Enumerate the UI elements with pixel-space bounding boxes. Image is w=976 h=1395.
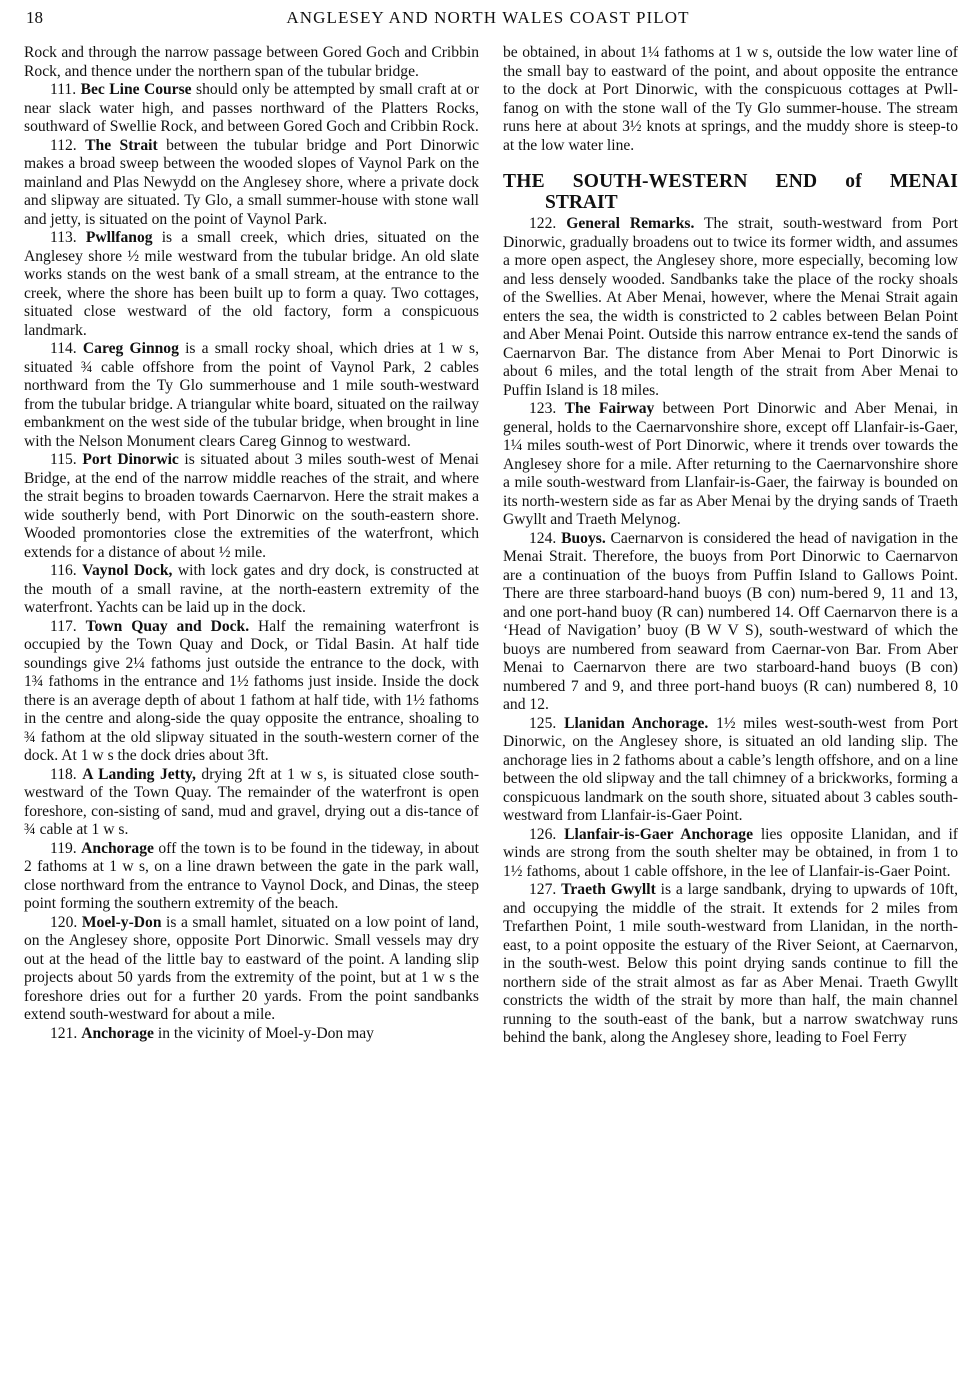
paragraph-number: 119. — [50, 839, 77, 857]
paragraph — [503, 530, 958, 715]
paragraph-heading: Moel-y-Don — [81, 913, 162, 931]
paragraph-text: Rock and through the narrow passage between Gored Goch and Cribbin Rock, and thence under the northern span of the tubular bridge. — [24, 44, 479, 80]
paragraph — [24, 914, 479, 1025]
running-title: ANGLESEY AND NORTH WALES COAST PILOT — [286, 8, 690, 27]
paragraph-text: is a small creek, which dries, situated on the Anglesey shore ½ mile westward from the tubular bridge. An old slate works stands on the west bank of a small stream, at the entrance to the creek, where the shore has been built up to form a quay. Two cottages, situated close westward of the old factory, form a conspicuous landmark. — [24, 229, 479, 339]
paragraph-number: 126. — [529, 825, 557, 843]
paragraph — [503, 215, 958, 400]
paragraph-number: 121. — [50, 1024, 78, 1042]
paragraph-number: 124. — [529, 529, 557, 547]
paragraph — [503, 44, 958, 155]
right-column — [503, 44, 958, 1048]
paragraph-heading: Careg Ginnog — [82, 340, 179, 357]
paragraph-text: Half the remaining waterfront is occupied by the Town Quay and Dock, or Tidal Basin. At half tide soundings give 2¼ fathoms just outside the entrance to the dock, with 1¾ fathoms in the entrance and 1½ fathoms just inside. Inside the dock there is an average depth of about 1 fathom at half tide, with 1½ fathoms in the centre and along-side the quay opposite the entrance, shoaling to ¾ fathom at the old slipway situated in the south-western corner of the dock. At 1 w s the dock dries about 3ft. — [24, 617, 479, 764]
paragraph — [24, 340, 479, 451]
paragraph-text: The strait, south-westward from Port Dinorwic, gradually broadens out to twice its former width, and assumes a more open aspect, the Anglesey shore, more especially, becoming low and less densely wooded. Sandbanks take the place of the rocky shoals of the Swellies. At Aber Menai, however, where the Menai Strait again enters the sea, the width is constricted to 2 cables between Belan Point and Aber Menai Point. Outside this narrow entrance ex-tend the sands of Caernarvon Bar. The distance from Aber Menai to Port Dinorwic is about 6 miles, and the total length of the strait from Aber Menai to Puffin Island is 18 miles. — [503, 215, 959, 399]
paragraph-number: 120. — [50, 913, 78, 931]
paragraph-heading: Bec Line Course — [80, 81, 192, 98]
paragraph-heading: Llanfair-is-Gaer Anchorage — [564, 825, 753, 843]
paragraph — [24, 766, 479, 840]
paragraph-text: in the vicinity of Moel-y-Don may — [157, 1024, 374, 1042]
section-heading: THE SOUTH-WESTERN END of MENAI — [503, 171, 958, 192]
paragraph-number: 116. — [50, 562, 77, 579]
paragraph — [24, 229, 479, 340]
section-heading-continuation: STRAIT — [545, 192, 618, 213]
paragraph-text: Caernarvon is considered the head of navigation in the Menai Strait. Therefore, the buoys from Port Dinorwic to Caernarvon are a continuation of the buoys from Puffin Island to Gallows Point. There are three starboard-hand buoys (B con) num-bered 9, 11 and 13, and one port-hand buoy (R can) numbered 14. Off Caernarvon there is a ‘Head of Navigation’ buoy (B W V S), south-westward of which the buoys are numbered from seaward from Caernar-von Bar. From Aber Menai to Caernarvon there are two starboard-hand buoys (B con) numbered 7 and 9, and three port-hand buoys (R can) numbered 8, 10 and 12. — [503, 529, 958, 713]
paragraph-number: 114. — [50, 340, 77, 357]
paragraph — [24, 1025, 479, 1044]
paragraph-text: drying 2ft at 1 w s, is situated close south-westward of the Town Quay. The remainder of the waterfront is open foreshore, con-sisting of sand, mud and gravel, drying out a dis-tance of ¾ cable at 1 w s. — [24, 765, 480, 838]
paragraph — [503, 881, 958, 1048]
paragraph — [24, 840, 479, 914]
paragraph — [503, 715, 958, 826]
paragraph-number: 117. — [50, 617, 77, 635]
page-header — [0, 6, 976, 36]
paragraph-text: is a large sandbank, drying to upwards of 10ft, and occupying the middle of the strait. It extends for 2 miles from Trefarthen Point, 1 mile south-westward from Llanidan, in the north-east, to a point opposite the estuary of the River Seiont, at Caernarvon, in the south-west. Below this point drying sands continue to fill the northern side of the strait almost as far as Aber Menai. Traeth Gwyllt constricts the width of the strait by more than half, the main channel running to the south-east of the bank, but a narrow swatchway runs behind the bank, along the Anglesey shore, leading to Foel Ferry — [503, 881, 958, 1046]
left-column — [24, 44, 479, 1043]
paragraph-heading: Vaynol Dock, — [82, 562, 173, 579]
paragraph — [24, 44, 479, 81]
paragraph-heading: Anchorage — [81, 1024, 154, 1042]
paragraph-heading: Pwllfanog — [85, 229, 153, 246]
paragraph-text: is a small rocky shoal, which dries at 1 w s, situated ¾ cable offshore from the point of Vaynol Park, 2 cables northward from the Ty Glo summerhouse and 1 mile south-westward from the tubular bridge. A triangular white board, situated on the railway embankment on the west side of the tubular bridge, when brought in line with the Nelson Monument clears Careg Ginnog to westward. — [24, 340, 480, 450]
paragraph-number: 123. — [529, 400, 557, 417]
paragraph-heading: Traeth Gwyllt — [561, 881, 656, 898]
paragraph-heading: General Remarks. — [566, 215, 695, 232]
paragraph — [24, 137, 479, 230]
paragraph-heading: The Strait — [85, 136, 158, 154]
paragraph-heading: Port Dinorwic — [82, 451, 179, 468]
paragraph — [24, 81, 479, 137]
paragraph-number: 118. — [50, 765, 77, 783]
paragraph-text: 1½ miles west-south-west from Port Dinorwic, on the Anglesey shore, is situated an old landing slip. The anchorage lies in 2 fathoms about a cable’s length offshore, and on a line between the old slipway and the tall chimney of a brickworks, forming a conspicuous landmark on the south shore, situated about 3 cables south-westward from Llanfair-is-Gaer Point. — [503, 714, 959, 824]
page-number: 18 — [26, 8, 43, 27]
paragraph-heading: Town Quay and Dock. — [85, 617, 250, 635]
paragraph-text: off the town is to be found in the tideway, in about 2 fathoms at 1 w s, on a line drawn between the gate in the park wall, close northward from the entrance to Vaynol Dock, and Dinas, the steep point forming the southern extremity of the beach. — [24, 839, 480, 912]
paragraph-text: with lock gates and dry dock, is constructed at the mouth of a small ravine, at the north-eastern extremity of the waterfront. Yachts can be laid up in the dock. — [24, 562, 480, 616]
paragraph-text: be obtained, in about 1¼ fathoms at 1 w s, outside the low water line of the small bay to eastward of the point, and about opposite the entrance to the dock at Port Dinorwic, with the conspicuous cottages at Pwll-fanog on with the stone wall of the Ty Glo summer-house. The stream runs here at about 3½ knots at springs, and the muddy shore is steep-to at the low water line. — [503, 44, 958, 154]
paragraph-number: 111. — [50, 81, 77, 98]
paragraph-text: is situated about 3 miles south-west of Menai Bridge, at the end of the narrow middle reaches of the strait, and where the strait begins to broaden towards Caernarvon. Here the strait makes a wide southerly bend, with Port Dinorwic on the south-eastern shore. Wooded promontories close the extremities of the waterfront, which extends for a distance of about ½ mile. — [24, 451, 480, 561]
paragraph-heading: Anchorage — [81, 839, 154, 857]
paragraph — [24, 562, 479, 618]
paragraph-heading: Llanidan Anchorage. — [564, 714, 709, 732]
paragraph-number: 113. — [50, 229, 77, 246]
paragraph-text: lies opposite Llanidan, and if winds are strong from the south shelter may be obtained, in from 1 to 1½ fathoms, about 1 cable offshore, in the lee of Llanfair-is-Gaer Point. — [503, 825, 958, 880]
paragraph — [503, 826, 958, 882]
paragraph-text: should only be attempted by small craft at or near slack water high, and passes northward of the Platters Rocks, southward of Swellie Rock, and between Gored Goch and Cribbin Rock. — [24, 81, 480, 135]
paragraph-heading: The Fairway — [564, 400, 655, 417]
paragraph — [503, 400, 958, 530]
paragraph-text: between Port Dinorwic and Aber Menai, in general, holds to the Caernarvonshire shore, except off Llanfair-is-Gaer, 1¼ miles south-west of Port Dinorwic, where it trends over towards the Anglesey shore for a mile. After returning to the Caernarvonshire shore a mile south-westward from Llanfair-is-Gaer, the fairway is bounded on its north-western side as far as Aber Menai by the drying sands of Traeth Gwyllt and Traeth Melynog. — [503, 400, 958, 528]
paragraph-number: 122. — [529, 215, 557, 232]
paragraph-text: between the tubular bridge and Port Dinorwic makes a broad sweep between the wooded slopes of Vaynol Park on the mainland and Plas Newydd on the Anglesey shore, where a private dock and slipway are situated. Ty Glo, a small summer-house with stone wall and jetty, is situated on the point of Vaynol Park. — [24, 136, 479, 228]
paragraph — [24, 618, 479, 766]
paragraph-text: is a small hamlet, situated on a low point of land, on the Anglesey shore, opposite Port Dinorwic. Small vessels may dry out at the head of the little bay to eastward of the point. A landing slip projects about 50 yards from the extremity of the point, but at 1 w s the foreshore dries out for a further 20 yards. From the point sandbanks extend south-westward for about a mile. — [24, 913, 479, 1023]
paragraph-number: 125. — [529, 714, 557, 732]
paragraph-heading: Buoys. — [561, 529, 606, 547]
paragraph-number: 127. — [529, 881, 557, 898]
paragraph-number: 115. — [50, 451, 77, 468]
paragraph — [24, 451, 479, 562]
paragraph-heading: A Landing Jetty, — [82, 765, 196, 783]
paragraph-number: 112. — [50, 136, 77, 154]
